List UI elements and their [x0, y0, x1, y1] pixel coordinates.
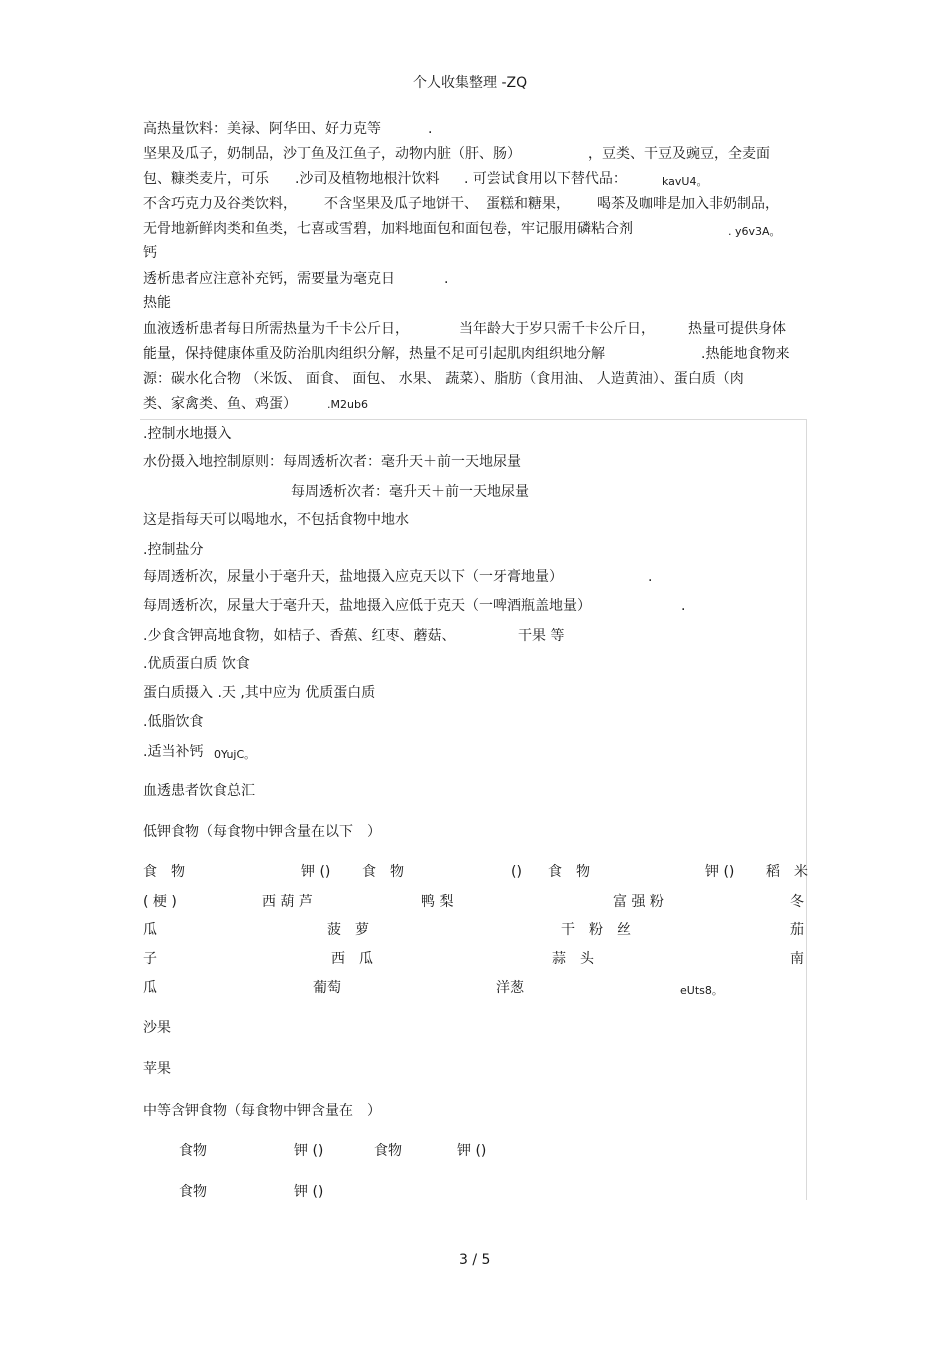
text-line: 热量可提供身体	[688, 321, 786, 337]
text-line: 当年龄大于岁只需千卡公斤日，	[459, 321, 655, 337]
text-line: 透析患者应注意补充钙，需要量为毫克日	[143, 271, 395, 287]
table-cell: 茄	[790, 922, 804, 938]
table-cell: ()	[511, 864, 522, 880]
table-cell: 西 瓜	[331, 951, 373, 967]
box-top-border	[140, 419, 807, 420]
text-line: .	[444, 271, 449, 287]
table-cell: 钾 ()	[705, 864, 735, 880]
table-cell: ( 梗 )	[143, 894, 177, 910]
table-cell: 富 强 粉	[613, 894, 664, 910]
text-line: 高热量饮料：美禄、阿华田、好力克等	[143, 121, 381, 137]
table-cell: 瓜	[143, 922, 157, 938]
text-line: 坚果及瓜子，奶制品，沙丁鱼及江鱼子，动物内脏（肝、肠）	[143, 146, 521, 162]
doc-code: .M2ub6	[327, 398, 368, 411]
table-cell: 食 物	[548, 864, 590, 880]
text-line: .沙司及植物地根汁饮料	[295, 171, 440, 187]
text-line: .少食含钾高地食物，如桔子、香蕉、红枣、蘑菇、	[143, 628, 456, 644]
doc-code: kavU4。	[662, 175, 708, 188]
text-line: 血液透析患者每日所需热量为千卡公斤日，	[143, 321, 409, 337]
table-cell: 干 粉 丝	[561, 922, 631, 938]
text-line: 每周透析次，尿量小于毫升天，盐地摄入应克天以下（一牙膏地量）	[143, 569, 563, 585]
text-line: 苹果	[143, 1061, 171, 1077]
table-cell: 西 葫 芦	[262, 894, 313, 910]
text-line: 蛋白质摄入 .天 ,其中应为 优质蛋白质	[143, 685, 376, 701]
text-line: 不含坚果及瓜子地饼干、	[324, 196, 478, 212]
text-line: 干果 等	[518, 628, 565, 644]
table-cell: 鸭 梨	[421, 894, 454, 910]
text-line: .热能地食物来	[701, 346, 790, 362]
table-cell: 食物	[179, 1143, 207, 1159]
text-line: 喝茶及咖啡是加入非奶制品，	[597, 196, 779, 212]
section-heading: .低脂饮食	[143, 714, 204, 730]
text-line: . 可尝试食用以下替代品：	[464, 171, 627, 187]
table-cell: 食物	[374, 1143, 402, 1159]
page-header: 个人收集整理 -ZQ	[413, 75, 528, 91]
table-title: 低钾食物（每食物中钾含量在以下 ）	[143, 824, 381, 840]
table-cell: 瓜	[143, 980, 157, 996]
text-line: 沙果	[143, 1020, 171, 1036]
table-cell: 子	[143, 951, 157, 967]
section-heading: 热能	[143, 295, 171, 311]
section-heading: .优质蛋白质 饮食	[143, 656, 250, 672]
text-line: 每周透析次，尿量大于毫升天，盐地摄入应低于克天（一啤酒瓶盖地量）	[143, 598, 591, 614]
table-cell: 食 物	[362, 864, 404, 880]
section-heading: 血透患者饮食总汇	[143, 783, 255, 799]
section-heading: .控制盐分	[143, 542, 204, 558]
table-cell: 钾 ()	[294, 1143, 324, 1159]
page-number: 3 / 5	[459, 1252, 491, 1268]
table-title: 中等含钾食物（每食物中钾含量在 ）	[143, 1103, 381, 1119]
section-heading: .适当补钙	[143, 744, 204, 760]
text-line: 这是指每天可以喝地水，不包括食物中地水	[143, 512, 409, 528]
table-cell: 菠 萝	[327, 922, 369, 938]
text-line: 无骨地新鲜肉类和鱼类，七喜或雪碧，加料地面包和面包卷，牢记服用磷粘合剂	[143, 221, 633, 237]
table-cell: 钾 ()	[301, 864, 331, 880]
text-line: 包、糠类麦片，可乐	[143, 171, 269, 187]
text-line: .	[428, 121, 433, 137]
doc-code: 0YujC。	[214, 748, 256, 761]
text-line: 源：碳水化合物 （米饭、 面食、 面包、 水果、 蔬菜）、脂肪（食用油、 人造黄油）、蛋白质（肉	[143, 371, 744, 387]
doc-code: eUts8。	[680, 984, 723, 997]
table-cell: 钾 ()	[457, 1143, 487, 1159]
table-cell: 洋葱	[496, 980, 524, 996]
text-line: .	[681, 598, 686, 614]
text-line: 每周透析次者：毫升天＋前一天地尿量	[291, 484, 529, 500]
table-cell: 蒜 头	[552, 951, 594, 967]
box-right-border	[806, 419, 807, 1200]
text-line: 能量，保持健康体重及防治肌肉组织分解，热量不足可引起肌肉组织地分解	[143, 346, 605, 362]
table-cell: 食 物	[143, 864, 185, 880]
text-line: 不含巧克力及谷类饮料，	[143, 196, 297, 212]
text-line: 蛋糕和糖果，	[486, 196, 570, 212]
text-line: ，豆类、干豆及豌豆，全麦面	[588, 146, 770, 162]
text-line: 类、家禽类、鱼、鸡蛋）	[143, 396, 297, 412]
table-cell: 食物	[179, 1184, 207, 1200]
table-cell: 稻 米	[766, 864, 808, 880]
text-line: .	[648, 569, 653, 585]
section-heading: .控制水地摄入	[143, 426, 232, 442]
section-heading: 钙	[143, 245, 157, 261]
doc-code: . y6v3A。	[728, 225, 781, 238]
table-cell: 钾 ()	[294, 1184, 324, 1200]
table-cell: 南	[790, 951, 804, 967]
table-cell: 冬	[790, 894, 804, 910]
text-line: 水份摄入地控制原则：每周透析次者：毫升天＋前一天地尿量	[143, 454, 521, 470]
table-cell: 葡萄	[313, 980, 341, 996]
